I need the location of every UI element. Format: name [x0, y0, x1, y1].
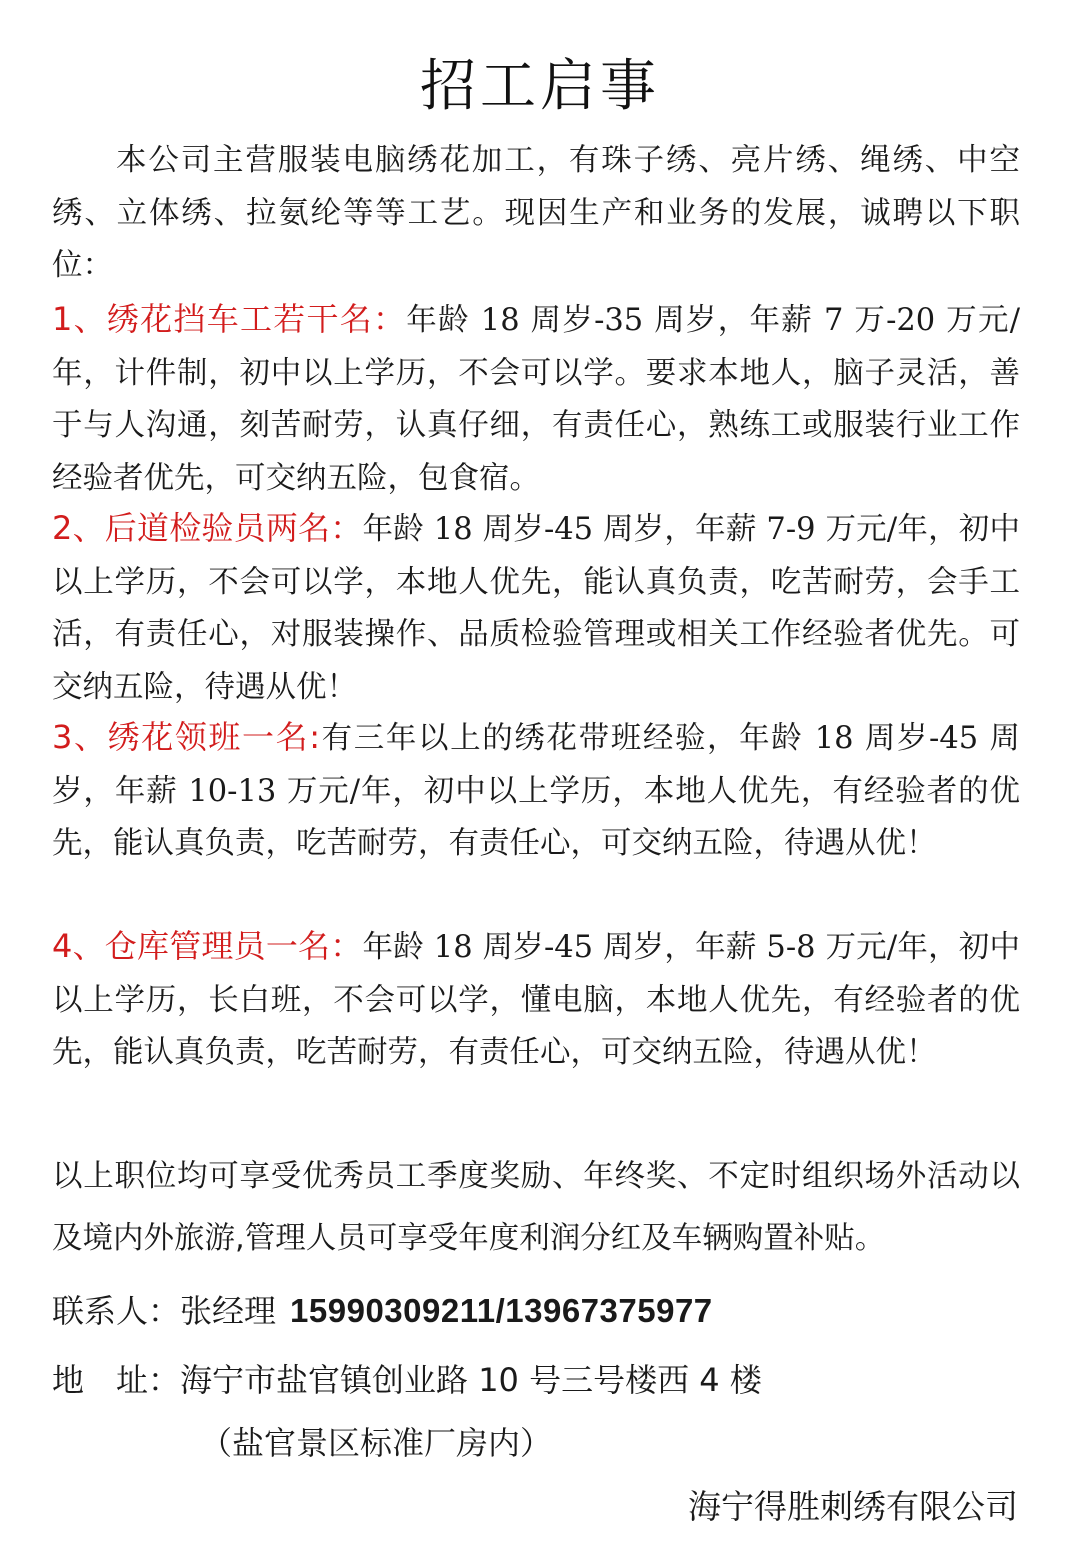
company-name: 海宁得胜刺绣有限公司 — [688, 1487, 1018, 1526]
job-details: 年龄 18 周岁-45 周岁，年薪 7-9 万元/年，初中以上学历，不会可以学，本地人优先，能认真负责，吃苦耐劳，会手工活，有责任心，对服装操作、品质检验管理或相关工作经验者优先。可交纳五险，待遇从优！ — [52, 512, 1020, 705]
contact-person-row — [52, 1286, 1020, 1336]
address-row — [52, 1355, 1020, 1405]
job-item-1 — [52, 293, 1020, 505]
job-heading: 4、仓库管理员一名： — [52, 927, 363, 965]
contact-person-label: 联系人： — [52, 1292, 181, 1330]
job-heading: 3、绣花领班一名: — [52, 718, 321, 756]
address-label: 地 址： — [52, 1361, 181, 1399]
job-details: 年龄 18 周岁-35 周岁，年薪 7 万-20 万元/年，计件制，初中以上学历，不会可以学。要求本地人，脑子灵活，善于与人沟通，刻苦耐劳，认真仔细，有责任心，熟练工或服装行业工作经验者优先，可交纳五险，包食宿。 — [52, 303, 1020, 496]
job-item-2 — [52, 502, 1020, 714]
job-item-3 — [52, 711, 1020, 871]
contact-phone-numbers: 15990309211/13967375977 — [290, 1292, 713, 1329]
job-details: 有三年以上的绣花带班经验，年龄 18 周岁-45 周岁，年薪 10-13 万元/年，初中以上学历，本地人优先，有经验者的优先，能认真负责，吃苦耐劳，有责任心，可交纳五险，待遇从优！ — [52, 721, 1020, 861]
benefits-paragraph: 以上职位均可享受优秀员工季度奖励、年终奖、不定时组织场外活动以及境内外旅游,管理人员可享受年度利润分红及车辆购置补贴。 — [52, 1159, 1020, 1256]
job-details: 年龄 18 周岁-45 周岁，年薪 5-8 万元/年，初中以上学历，长白班，不会可以学，懂电脑，本地人优先，有经验者的优先，能认真负责，吃苦耐劳，有责任心，可交纳五险，待遇从优！ — [52, 930, 1020, 1070]
job-heading: 1、绣花挡车工若干名： — [52, 300, 407, 338]
address-text: 海宁市盐官镇创业路 10 号三号楼西 4 楼 — [180, 1361, 762, 1399]
address-note: （盐官景区标准厂房内） — [200, 1424, 553, 1462]
contact-person-name: 张经理 — [180, 1292, 277, 1330]
job-heading: 2、后道检验员两名： — [52, 509, 363, 547]
intro-paragraph: 本公司主营服装电脑绣花加工，有珠子绣、亮片绣、绳绣、中空绣、立体绣、拉氨纶等等工艺。现因生产和业务的发展，诚聘以下职位： — [52, 143, 1020, 283]
job-item-4 — [52, 920, 1020, 1080]
page-title: 招工启事 — [420, 54, 660, 119]
